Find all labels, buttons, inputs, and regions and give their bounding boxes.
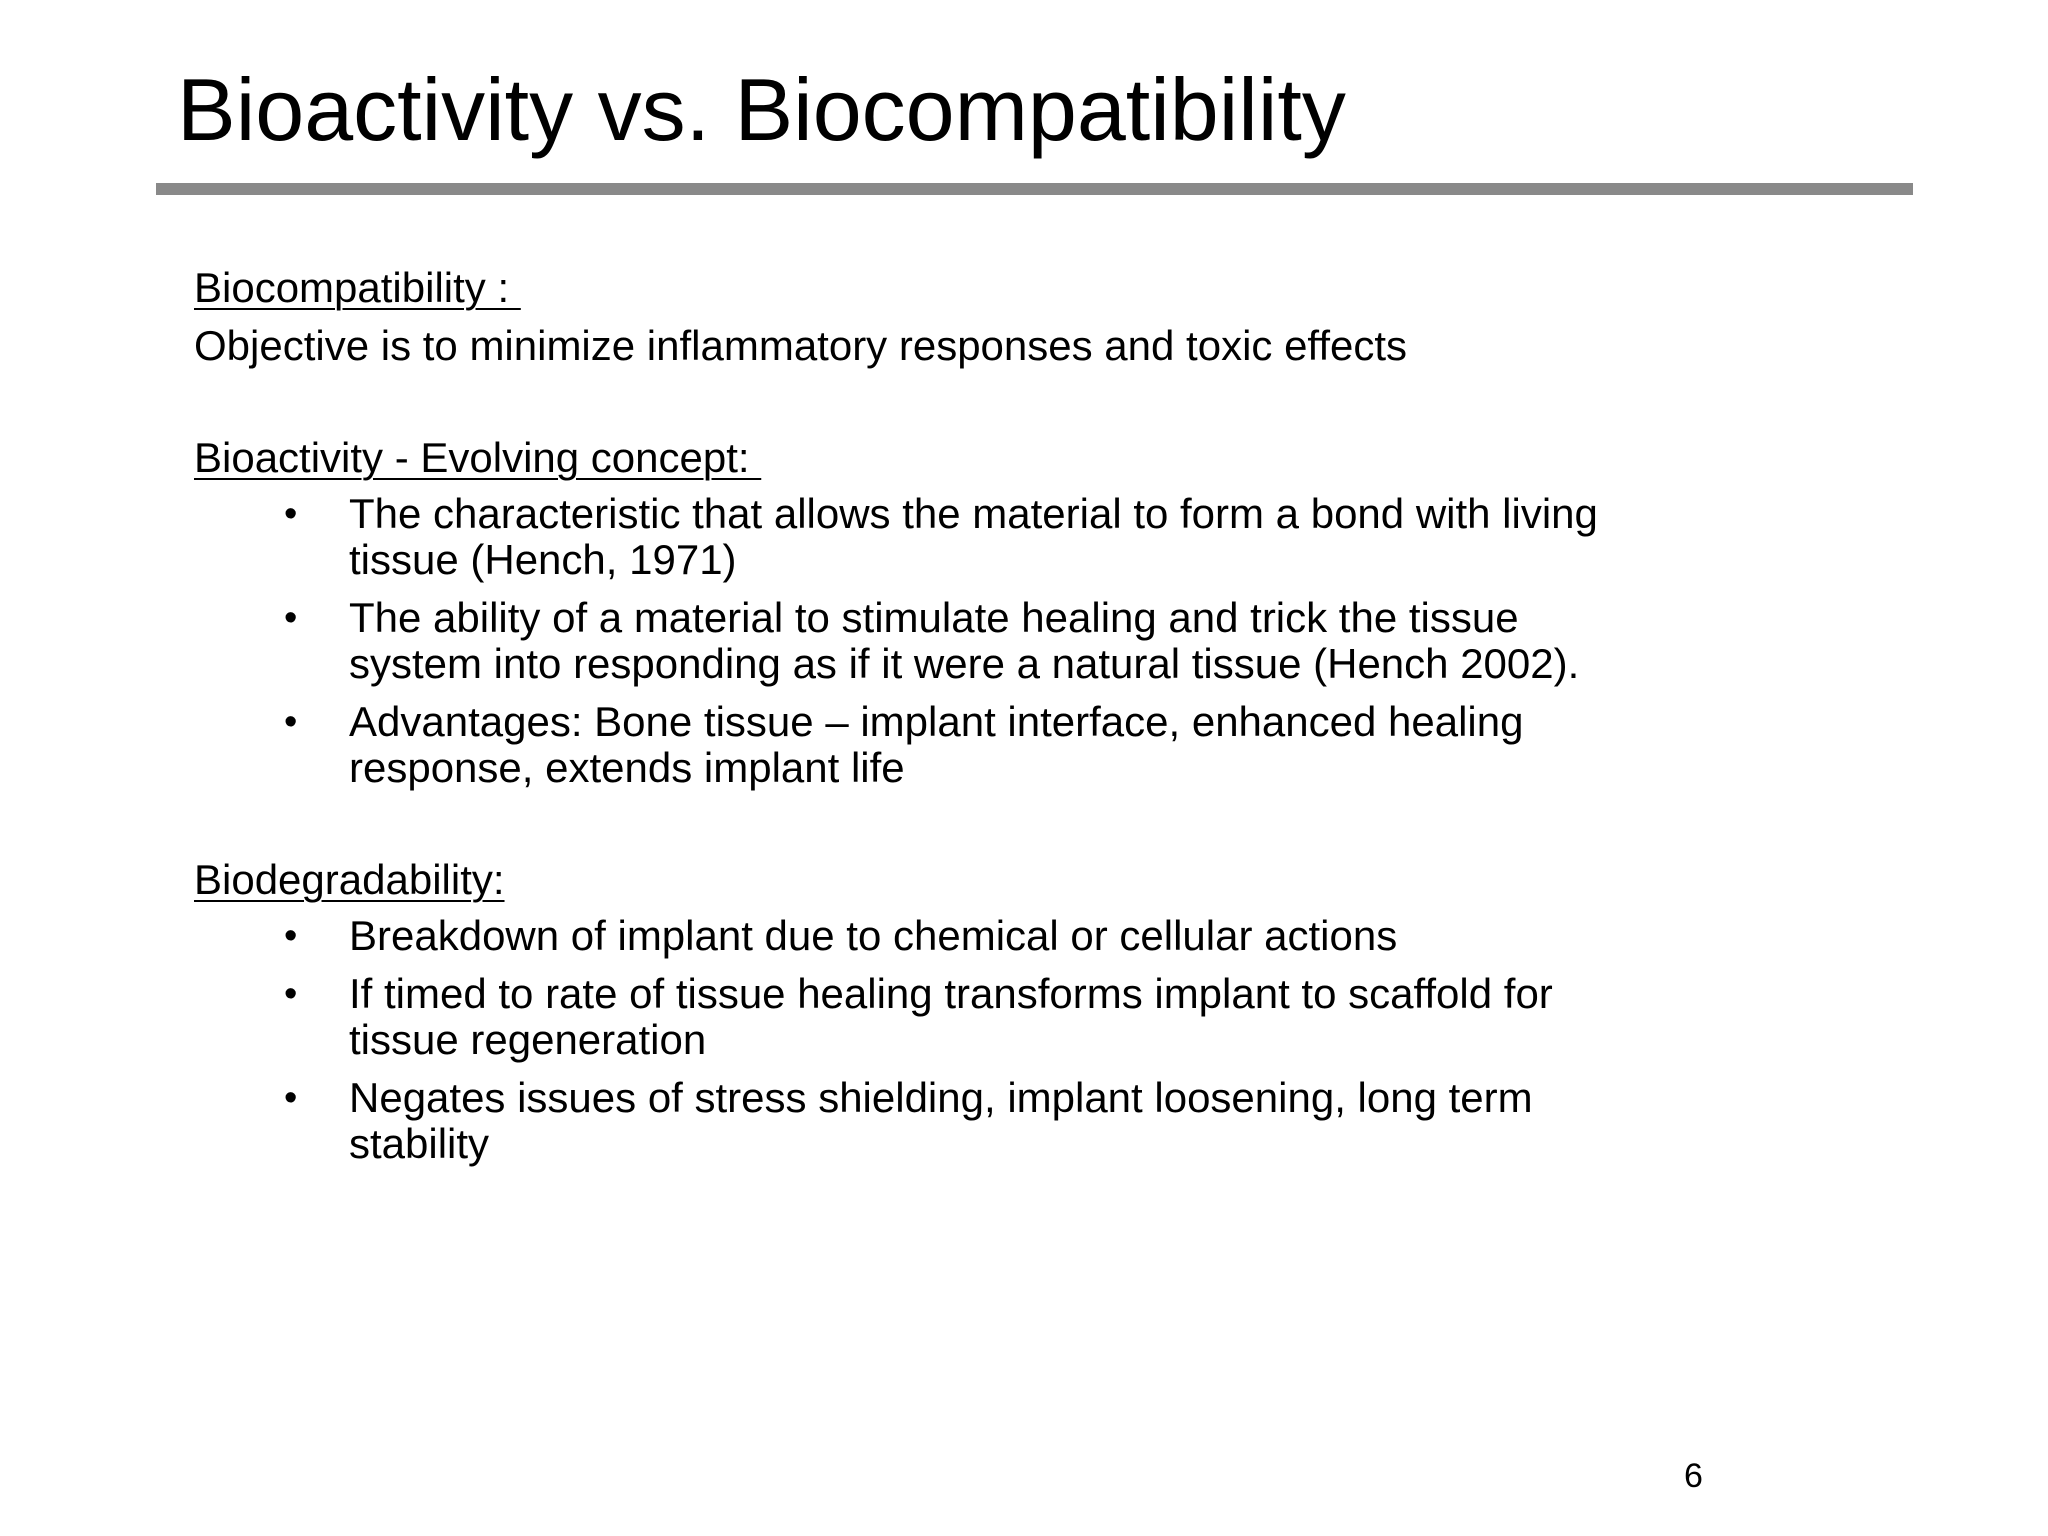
bullet-icon: • bbox=[284, 915, 298, 957]
bullet-icon: • bbox=[284, 973, 298, 1015]
page-number: 6 bbox=[1684, 1457, 1703, 1495]
slide-body bbox=[194, 265, 1634, 1179]
bullet-item bbox=[194, 1075, 1634, 1167]
bullet-text: If timed to rate of tissue healing transforms implant to scaffold for tissue regeneration bbox=[349, 970, 1553, 1063]
biodegradability-section bbox=[194, 857, 1634, 1167]
bioactivity-heading: Bioactivity - Evolving concept: bbox=[194, 434, 762, 481]
bullet-icon: • bbox=[284, 1077, 298, 1119]
biodegradability-bullet-list bbox=[194, 913, 1634, 1167]
biocompatibility-heading: Biocompatibility : bbox=[194, 264, 521, 311]
bullet-item bbox=[194, 913, 1634, 959]
bullet-text: Negates issues of stress shielding, implant loosening, long term stability bbox=[349, 1074, 1533, 1167]
bioactivity-bullet-list bbox=[194, 491, 1634, 791]
bullet-icon: • bbox=[284, 493, 298, 535]
bullet-item bbox=[194, 971, 1634, 1063]
title-divider bbox=[156, 183, 1913, 195]
bullet-text: The characteristic that allows the material to form a bond with living tissue (Hench, 1971) bbox=[349, 490, 1598, 583]
bullet-text: Advantages: Bone tissue – implant interface, enhanced healing response, extends implant life bbox=[349, 698, 1524, 791]
biocompatibility-section bbox=[194, 265, 1634, 369]
bullet-item bbox=[194, 491, 1634, 583]
bullet-text: Breakdown of implant due to chemical or cellular actions bbox=[349, 912, 1398, 959]
bullet-icon: • bbox=[284, 597, 298, 639]
biocompatibility-text: Objective is to minimize inflammatory responses and toxic effects bbox=[194, 322, 1408, 369]
slide-title: Bioactivity vs. Biocompatibility bbox=[177, 60, 1346, 159]
bullet-item bbox=[194, 699, 1634, 791]
bullet-icon: • bbox=[284, 701, 298, 743]
bullet-text: The ability of a material to stimulate healing and trick the tissue system into responding as if it were a natural tissue (Hench 2002). bbox=[349, 594, 1580, 687]
biodegradability-heading: Biodegradability: bbox=[194, 856, 505, 903]
bullet-item bbox=[194, 595, 1634, 687]
bioactivity-section bbox=[194, 435, 1634, 791]
